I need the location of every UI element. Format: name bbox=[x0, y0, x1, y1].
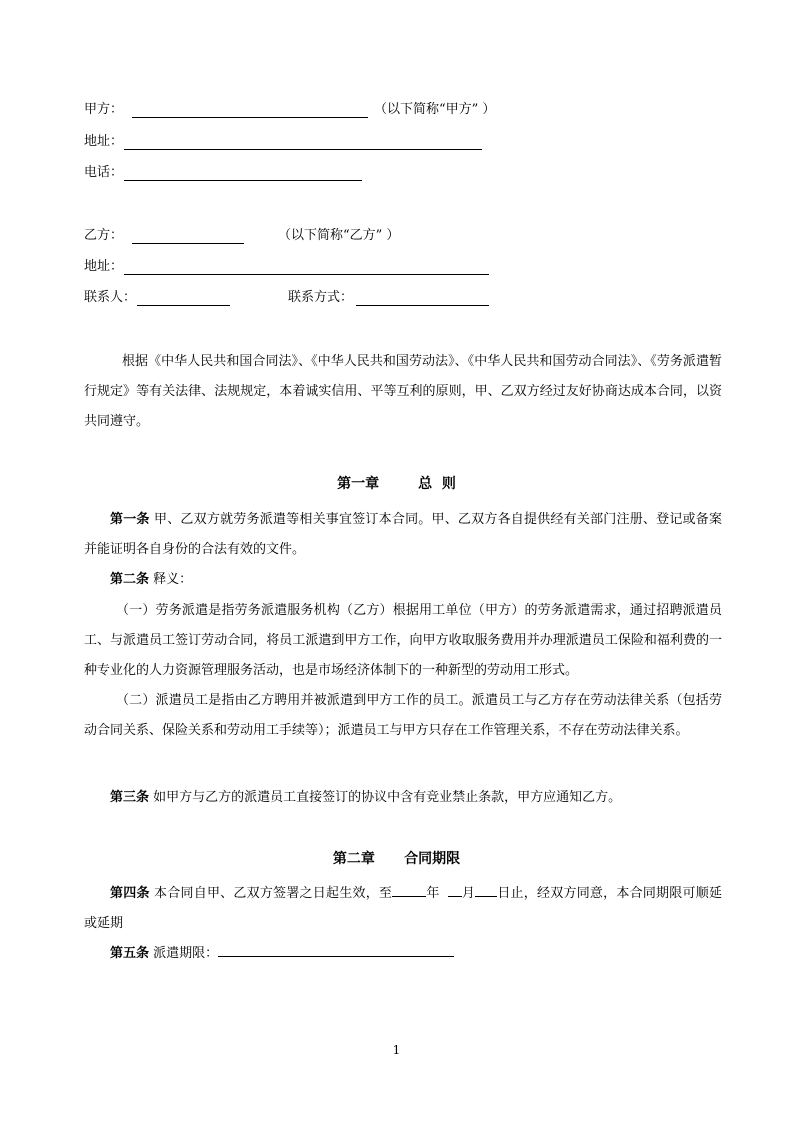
chapter-1-title: 第一章 总 则 bbox=[337, 476, 456, 492]
article-4-text-b: 日止，经双方同意，本合同期限可顺延或延期 bbox=[84, 886, 722, 931]
article-1-label: 第一条 bbox=[110, 512, 150, 527]
article-5-text: 派遣期限： bbox=[149, 946, 219, 961]
article-5-label: 第五条 bbox=[110, 946, 150, 961]
end-month-field[interactable] bbox=[448, 882, 462, 897]
year-label: 年 bbox=[426, 886, 440, 901]
article-3-label: 第三条 bbox=[110, 790, 150, 805]
end-year-field[interactable] bbox=[392, 882, 426, 897]
article-3 bbox=[84, 783, 722, 813]
end-day-field[interactable] bbox=[475, 882, 497, 897]
chapter-2-title: 第二章 合同期限 bbox=[332, 851, 461, 867]
party-b-note: （以下简称“乙方” ） bbox=[278, 228, 400, 243]
article-2-label: 第二条 bbox=[110, 572, 150, 587]
party-b-address-label: 地址： bbox=[84, 259, 124, 274]
article-1-text: 甲、乙双方就劳务派遣等相关事宜签订本合同。甲、乙双方各自提供经有关部门注册、登记或备案并能证明各自身份的合法有效的文件。 bbox=[84, 512, 722, 557]
party-b-contact-label: 联系人： bbox=[84, 290, 137, 305]
party-b-label: 乙方： bbox=[84, 228, 124, 243]
party-b-contact-method-field[interactable] bbox=[356, 305, 489, 306]
article-2-text: 释义： bbox=[149, 572, 193, 587]
party-a-label: 甲方： bbox=[84, 102, 124, 117]
article-4-label: 第四条 bbox=[110, 886, 150, 901]
definition-1: （一）劳务派遣是指劳务派遣服务机构（乙方）根据用工单位（甲方）的劳务派遣需求，通过招聘派遣员工、与派遣员工签订劳动合同，将员工派遣到甲方工作，向甲方收取服务费用并办理派遣员工保险和福利费的一种专业化的人力资源管理服务活动，也是市场经济体制下的一种新型的劳动用工形式。 bbox=[84, 603, 722, 678]
party-a-phone-label: 电话： bbox=[84, 165, 124, 180]
dispatch-term-field[interactable] bbox=[218, 942, 454, 957]
party-b-name-field[interactable] bbox=[132, 243, 244, 244]
article-1 bbox=[84, 505, 722, 565]
article-2 bbox=[84, 565, 722, 595]
party-b-address-field[interactable] bbox=[124, 274, 489, 275]
party-b-contact-method-label: 联系方式： bbox=[288, 290, 354, 305]
article-4-text-a: 本合同自甲、乙双方签署之日起生效，至 bbox=[149, 886, 393, 901]
month-label: 月 bbox=[461, 886, 476, 901]
party-a-address-field[interactable] bbox=[124, 149, 482, 150]
article-3-text: 如甲方与乙方的派遣员工直接签订的协议中含有竞业禁止条款，甲方应通知乙方。 bbox=[149, 790, 622, 805]
party-a-address-label: 地址： bbox=[84, 134, 124, 149]
party-a-note: （以下简称“甲方” ） bbox=[374, 102, 496, 117]
party-b-contact-field[interactable] bbox=[137, 305, 230, 306]
party-a-phone-field[interactable] bbox=[124, 180, 362, 181]
article-5 bbox=[84, 939, 722, 969]
preamble-paragraph: 根据《中华人民共和国合同法》、《中华人民共和国劳动法》、《中华人民共和国劳动合同法》、《劳务派遣暂行规定》等有关法律、法规规定，本着诚实信用、平等互利的原则，甲、乙双方经过友好协商达成本合同，以资共同遵守。 bbox=[84, 354, 722, 429]
definition-2: （二）派遣员工是指由乙方聘用并被派遣到甲方工作的员工。派遣员工与乙方存在劳动法律关系（包括劳动合同关系、保险关系和劳动用工手续等）；派遣员工与甲方只存在工作管理关系，不存在劳动法律关系。 bbox=[84, 693, 722, 738]
article-4 bbox=[84, 879, 722, 939]
party-a-name-field[interactable] bbox=[132, 117, 368, 118]
page-number: 1 bbox=[392, 1043, 401, 1057]
